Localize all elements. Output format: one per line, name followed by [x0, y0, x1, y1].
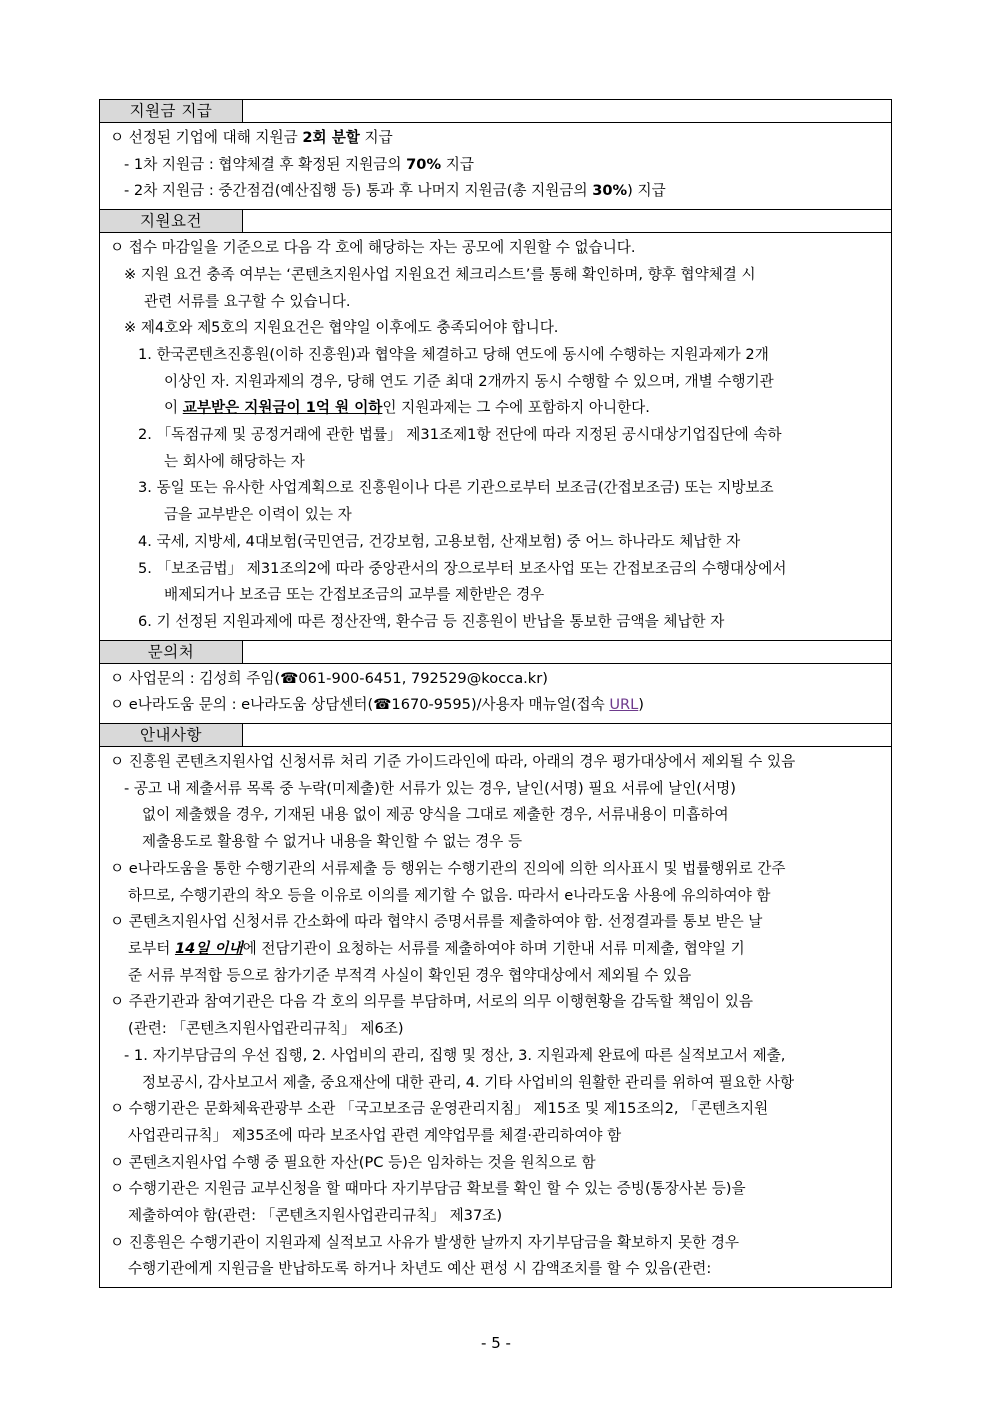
requirements-note-1-cont: 관련 서류를 요구할 수 있습니다.	[144, 292, 351, 310]
requirements-intro: ㅇ 접수 마감일을 기준으로 다음 각 호에 해당하는 자는 공모에 지원할 수 없습니다.	[110, 239, 636, 257]
section-body-payment	[100, 123, 891, 210]
manual-url-link[interactable]: URL	[609, 696, 639, 714]
requirement-item-5: 5. 「보조금법」 제31조의2에 따라 중앙관서의 장으로부터 보조사업 또는 간접보조금의 수행대상에서	[138, 559, 787, 577]
requirement-item-6: 6. 기 선정된 지원과제에 따른 정산잔액, 환수금 등 진흥원이 반납을 통보한 금액을 체납한 자	[138, 612, 725, 630]
section-title-guide: 안내사항	[100, 724, 243, 746]
requirement-item-4: 4. 국세, 지방세, 4대보험(국민연금, 건강보험, 고용보험, 산재보험) 중 어느 하나라도 체납한 자	[138, 532, 741, 550]
requirement-item-1-cont2: 이 교부받은 지원금이 1억 원 이하인 지원과제는 그 수에 포함하지 아니한다.	[164, 399, 650, 417]
requirement-item-1-cont: 이상인 자. 지원과제의 경우, 당해 연도 기준 최대 2개까지 동시 수행할 수 있으며, 개별 수행기관	[164, 372, 774, 390]
section-header-payment	[100, 100, 891, 123]
guide-item-2-cont: 하므로, 수행기관의 착오 등을 이유로 이의를 제기할 수 없음. 따라서 e나라도움 사용에 유의하여야 함	[128, 886, 771, 904]
guide-item-8-cont: 수행기관에게 지원금을 반납하도록 하거나 차년도 예산 편성 시 감액조치를 할 수 있음(관련:	[128, 1260, 712, 1278]
guide-item-1-sub-cont2: 제출용도로 활용할 수 없거나 내용을 확인할 수 없는 경우 등	[142, 833, 523, 851]
section-title-contact: 문의처	[100, 641, 243, 663]
section-title-requirements: 지원요건	[100, 210, 243, 232]
guide-item-3-cont2: 준 서류 부적합 등으로 참가기준 부적격 사실이 확인된 경우 협약대상에서 제외될 수 있음	[128, 966, 692, 984]
guide-item-3-cont: 로부터 14일 이내에 전담기관이 요청하는 서류를 제출하여야 하며 기한내 서류 미제출, 협약일 기	[128, 939, 745, 957]
guide-item-1-sub-cont: 없이 제출했을 경우, 기재된 내용 없이 제공 양식을 그대로 제출한 경우, 서류내용이 미흡하여	[142, 806, 729, 824]
payment-line-1: ㅇ 선정된 기업에 대해 지원금 2회 분할 지급	[110, 129, 393, 146]
guide-item-4: ㅇ 주관기관과 참여기관은 다음 각 호의 의무를 부담하며, 서로의 의무 이행현황을 감독할 책임이 있음	[110, 993, 753, 1011]
section-body-guide	[100, 747, 891, 1287]
section-header-contact	[100, 641, 891, 664]
guide-item-4-sub-cont: 정보공시, 감사보고서 제출, 중요재산에 대한 관리, 4. 기타 사업비의 원활한 관리를 위하여 필요한 사항	[142, 1073, 795, 1091]
contact-line-enara: ㅇ e나라도움 문의 : e나라도움 상담센터(☎1670-9595)/사용자 매뉴얼(접속 URL)	[110, 696, 644, 714]
guide-item-8: ㅇ 진흥원은 수행기관이 지원과제 실적보고 사유가 발생한 날까지 자기부담금을 확보하지 못한 경우	[110, 1233, 740, 1251]
guide-item-3: ㅇ 콘텐츠지원사업 신청서류 간소화에 따라 협약시 증명서류를 제출하여야 함. 선정결과를 통보 받은 날	[110, 913, 763, 931]
guide-item-5: ㅇ 수행기관은 문화체육관광부 소관 「국고보조금 운영관리지침」 제15조 및 제15조의2, 「콘텐츠지원	[110, 1100, 769, 1118]
guide-item-1: ㅇ 진흥원 콘텐츠지원사업 신청서류 처리 기준 가이드라인에 따라, 아래의 경우 평가대상에서 제외될 수 있음	[110, 753, 796, 771]
guide-item-7-cont: 제출하여야 함(관련: 「콘텐츠지원사업관리규칙」 제37조)	[128, 1207, 503, 1225]
guide-item-6: ㅇ 콘텐츠지원사업 수행 중 필요한 자산(PC 등)은 임차하는 것을 원칙으로 함	[110, 1153, 596, 1171]
section-body-requirements	[100, 233, 891, 641]
document-table	[99, 99, 892, 1288]
section-title-payment: 지원금 지급	[100, 100, 243, 122]
requirement-item-2-cont: 는 회사에 해당하는 자	[164, 452, 305, 470]
section-body-contact	[100, 664, 891, 724]
guide-item-2: ㅇ e나라도움을 통한 수행기관의 서류제출 등 행위는 수행기관의 진의에 의한 의사표시 및 법률행위로 간주	[110, 859, 786, 877]
requirement-item-5-cont: 배제되거나 보조금 또는 간접보조금의 교부를 제한받은 경우	[164, 586, 545, 604]
guide-item-7: ㅇ 수행기관은 지원금 교부신청을 할 때마다 자기부담금 확보를 확인 할 수 있는 증빙(통장사본 등)을	[110, 1180, 746, 1198]
payment-line-2: - 1차 지원금 : 협약체결 후 확정된 지원금의 70% 지급	[124, 155, 474, 173]
requirements-note-2: ※ 제4호와 제5호의 지원요건은 협약일 이후에도 충족되어야 합니다.	[124, 319, 559, 337]
contact-line-business: ㅇ 사업문의 : 김성희 주임(☎061-900-6451, 792529@kocca.kr)	[110, 669, 548, 687]
section-header-requirements	[100, 210, 891, 233]
requirement-item-1: 1. 한국콘텐츠진흥원(이하 진흥원)과 협약을 체결하고 당해 연도에 동시에 수행하는 지원과제가 2개	[138, 345, 769, 363]
requirement-item-3-cont: 금을 교부받은 이력이 있는 자	[164, 506, 352, 524]
guide-item-4-cont: (관련: 「콘텐츠지원사업관리규칙」 제6조)	[128, 1020, 404, 1038]
guide-item-1-sub: - 공고 내 제출서류 목록 중 누락(미제출)한 서류가 있는 경우, 날인(서명) 필요 서류에 날인(서명)	[124, 779, 736, 797]
payment-line-3: - 2차 지원금 : 중간점검(예산집행 등) 통과 후 나머지 지원금(총 지원금의 30%) 지급	[124, 182, 666, 200]
guide-item-4-sub: - 1. 자기부담금의 우선 집행, 2. 사업비의 관리, 집행 및 정산, 3. 지원과제 완료에 따른 실적보고서 제출,	[124, 1046, 786, 1064]
page-number: - 5 -	[481, 1334, 511, 1352]
requirements-note-1: ※ 지원 요건 충족 여부는 ‘콘텐츠지원사업 지원요건 체크리스트’를 통해 확인하며, 향후 협약체결 시	[124, 265, 756, 283]
section-header-guide	[100, 724, 891, 747]
guide-item-5-cont: 사업관리규칙」 제35조에 따라 보조사업 관련 계약업무를 체결·관리하여야 함	[128, 1126, 622, 1144]
requirement-item-3: 3. 동일 또는 유사한 사업계획으로 진흥원이나 다른 기관으로부터 보조금(간접보조금) 또는 지방보조	[138, 479, 774, 497]
requirement-item-2: 2. 「독점규제 및 공정거래에 관한 법률」 제31조제1항 전단에 따라 지정된 공시대상기업집단에 속하	[138, 426, 782, 444]
